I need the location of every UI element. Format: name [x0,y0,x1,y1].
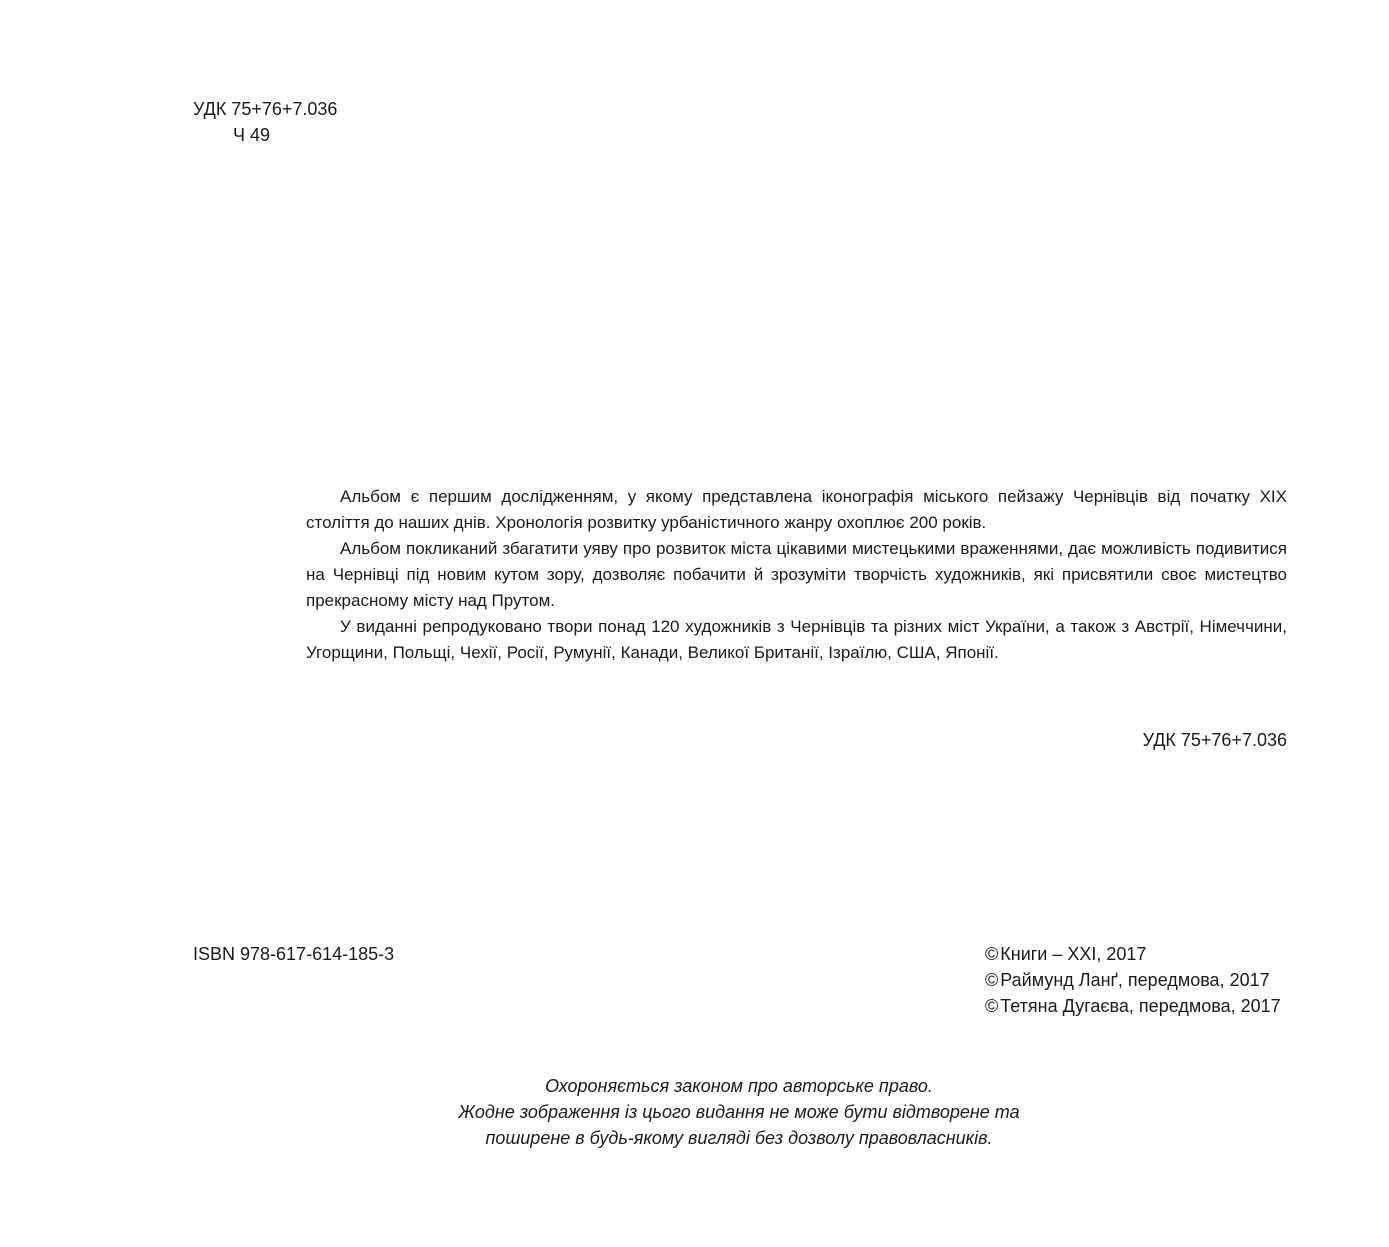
copyright-line [985,993,1281,1019]
annotation-paragraph: Альбом є першим дослідженням, у якому представлена іконографія міського пейзажу Чернівців від початку XIX століття до наших днів. Хронологія розвитку урбаністичного жанру охоплює 200 років. [306,487,1287,532]
udk-code: УДК 75+76+7.036 [193,99,338,119]
annotation-paragraph: Альбом покликаний збагатити уяву про розвиток міста цікавими мистецькими враженнями, дає можливість подивитися на Чернівці під новим кутом зору, дозволяє побачити й зрозуміти творчість художників, які присвятили своє мистецтво прекрасному місту над Прутом. [306,539,1287,610]
author-index: Ч 49 [233,125,271,145]
copyright-line [985,941,1281,967]
notice-line: Охороняється законом про авторське право. [545,1076,933,1096]
annotation-udk: УДК 75+76+7.036 [1142,730,1287,750]
copyright-icon: © [985,970,999,990]
copyright-text: Раймунд Ланґ, передмова, 2017 [1000,970,1270,990]
copyright-icon: © [985,944,999,964]
annotation [306,484,1287,666]
copyright-line [985,967,1281,993]
copyright-notice [394,1073,1084,1151]
notice-line: Жодне зображення із цього видання не може бути відтворене та [458,1102,1020,1122]
notice-line: поширене в будь-якому вигляді без дозволу правовласників. [485,1128,993,1148]
copyright-text: Тетяна Дугаєва, передмова, 2017 [1000,996,1281,1016]
copyright-icon: © [985,996,999,1016]
copyright-block [985,941,1281,1019]
copyright-text: Книги – XXI, 2017 [1000,944,1147,964]
annotation-paragraph: У виданні репродуковано твори понад 120 художників з Чернівців та різних міст України, а також з Австрії, Німеччини, Угорщини, Польщі, Чехії, Росії, Румунії, Канади, Великої Британії, Ізраїлю, США, Японії. [306,617,1287,662]
isbn: ISBN 978-617-614-185-3 [193,944,395,964]
udk-classification [193,96,337,148]
